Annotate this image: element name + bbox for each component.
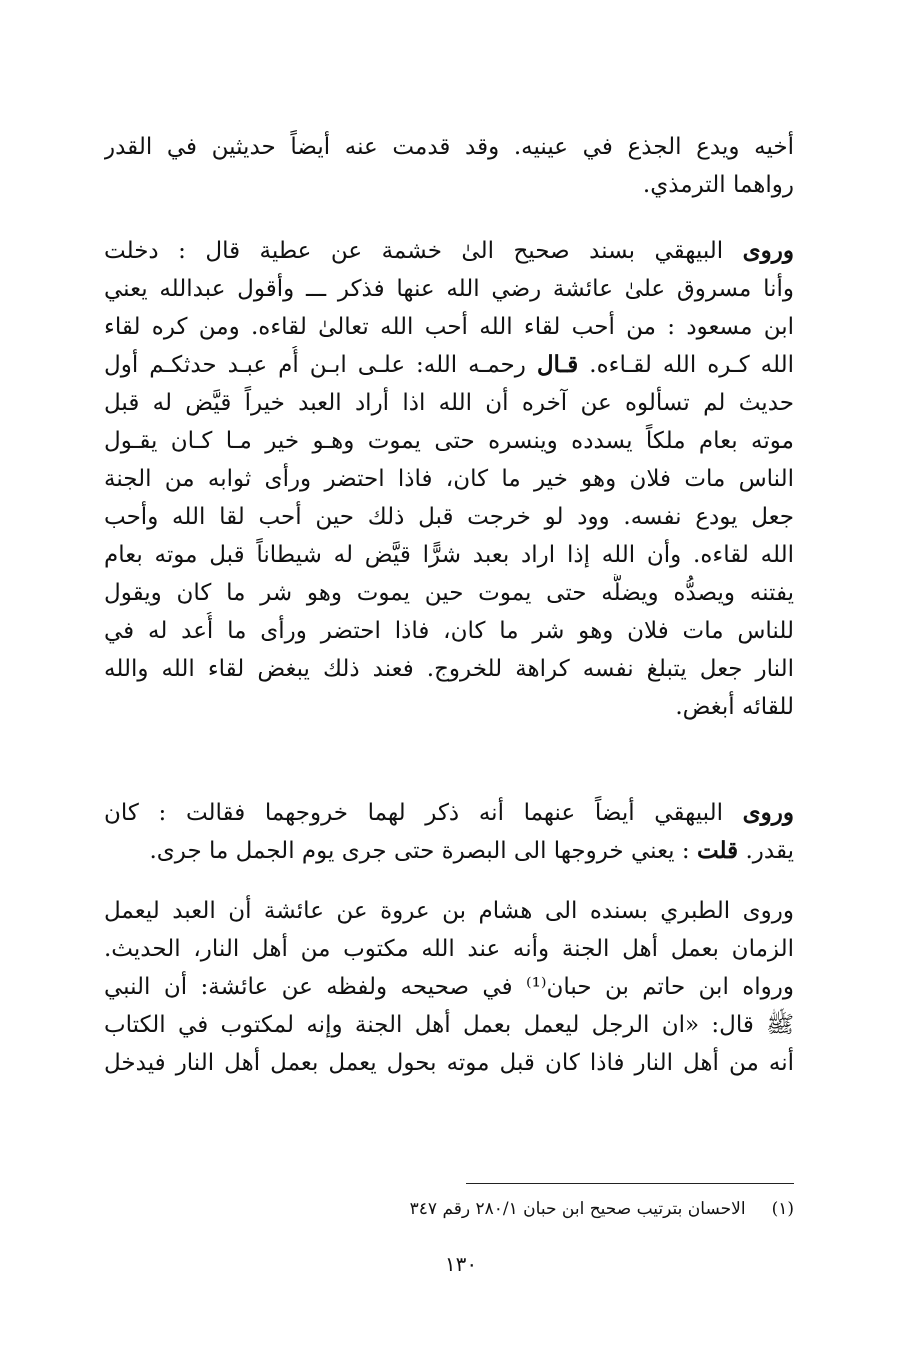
paragraph-line: أنه من أهل النار فاذا كان قبل موته بحول يعمل بعمل أهل النار فيدخل	[104, 1050, 794, 1076]
paragraph-line: الناس مات فلان وهو خير ما كان، فاذا احتضر ورأى ثوابه من الجنة	[104, 466, 794, 492]
paragraph-line: النار جعل يتبلغ نفسه كراهة للخروج. فعند ذلك يبغض لقاء الله والله	[104, 656, 794, 682]
footnote-number: (١)	[771, 1199, 794, 1219]
footnote-divider	[466, 1183, 794, 1184]
paragraph-line: وأنا مسروق علىٰ عائشة رضي الله عنها فذكر ـــ وأقول عبدالله يعني	[104, 276, 794, 302]
line-text: البيهقي أيضاً عنهما أنه ذكر لهما خروجهما فقالت : كان	[104, 800, 743, 826]
paragraph-line: يقدر. قلت : يعني خروجها الى البصرة حتى جرى يوم الجمل ما جرى.	[149, 837, 794, 864]
paragraph-line: جعل يودع نفسه. وود لو خرجت قبل ذلك حين أحب لقا الله وأحب	[104, 504, 794, 530]
paragraph-line: حديث لم تسألوه عن آخره أن الله اذا أراد العبد خيراً قيَّض له قبل	[104, 390, 794, 416]
paragraph-line: الله كـره الله لقـاءه. قـال رحمـه الله: علـى ابـن أُم عبـد حدثكـم أول	[104, 351, 794, 378]
inline-bold-word: قـال	[536, 351, 579, 378]
paragraph-3	[104, 794, 794, 870]
paragraph-line: الله لقاءه. وأن الله إذا اراد بعبد شرًّا قيَّض له شيطاناً قبل موته بعام	[104, 542, 794, 568]
inline-bold-word: قلت	[696, 837, 739, 864]
page-number: ١٣٠	[444, 1252, 478, 1276]
paragraph-line	[104, 232, 794, 270]
footnote-text: الاحسان بترتيب صحيح ابن حبان ٢٨٠/١ رقم ٣٤٧	[409, 1199, 746, 1219]
lead-word: وروى	[742, 799, 794, 826]
paragraph-line: الزمان بعمل أهل الجنة وأنه عند الله مكتوب من أهل النار، الحديث.	[104, 936, 794, 962]
paragraph-2	[104, 232, 794, 726]
paragraph-line	[104, 794, 794, 832]
paragraph-line: ﷺ قال: «ان الرجل ليعمل بعمل أهل الجنة وإنه لمكتوب في الكتاب	[104, 1012, 794, 1038]
line-text: البيهقي بسند صحيح الىٰ خشمة عن عطية قال : دخلت	[104, 238, 743, 264]
paragraph-line: رواهما الترمذي.	[642, 172, 794, 198]
paragraph-line: ابن مسعود : من أحب لقاء الله أحب الله تعالىٰ لقاءه. ومن كره لقاء	[104, 314, 794, 340]
paragraph-line: ورواه ابن حاتم بن حبان⁽¹⁾ في صحيحه ولفظه عن عائشة: أن النبي	[104, 974, 794, 1000]
paragraph-line: للقائه أبغض.	[675, 694, 794, 720]
paragraph-line: موته بعام ملكاً يسدده وينسره حتى يموت وهـو خير مـا كـان يقـول	[104, 428, 794, 454]
paragraph-1	[104, 128, 794, 204]
paragraph-line: وروى الطبري بسنده الى هشام بن عروة عن عائشة أن العبد ليعمل	[104, 898, 794, 924]
paragraph-line: أخيه ويدع الجذع في عينيه. وقد قدمت عنه أيضاً حديثين في القدر	[104, 134, 794, 160]
paragraph-line: للناس مات فلان وهو شر ما كان، فاذا احتضر ورأى ما أُعد له في	[104, 618, 794, 644]
lead-word: وروى	[742, 237, 794, 264]
paragraph-line: يفتنه ويصدُّه ويضلُّه حتى يموت حين يموت وهو شر ما كان ويقول	[104, 580, 794, 606]
footnote	[104, 1195, 794, 1223]
paragraph-4	[104, 892, 794, 1082]
